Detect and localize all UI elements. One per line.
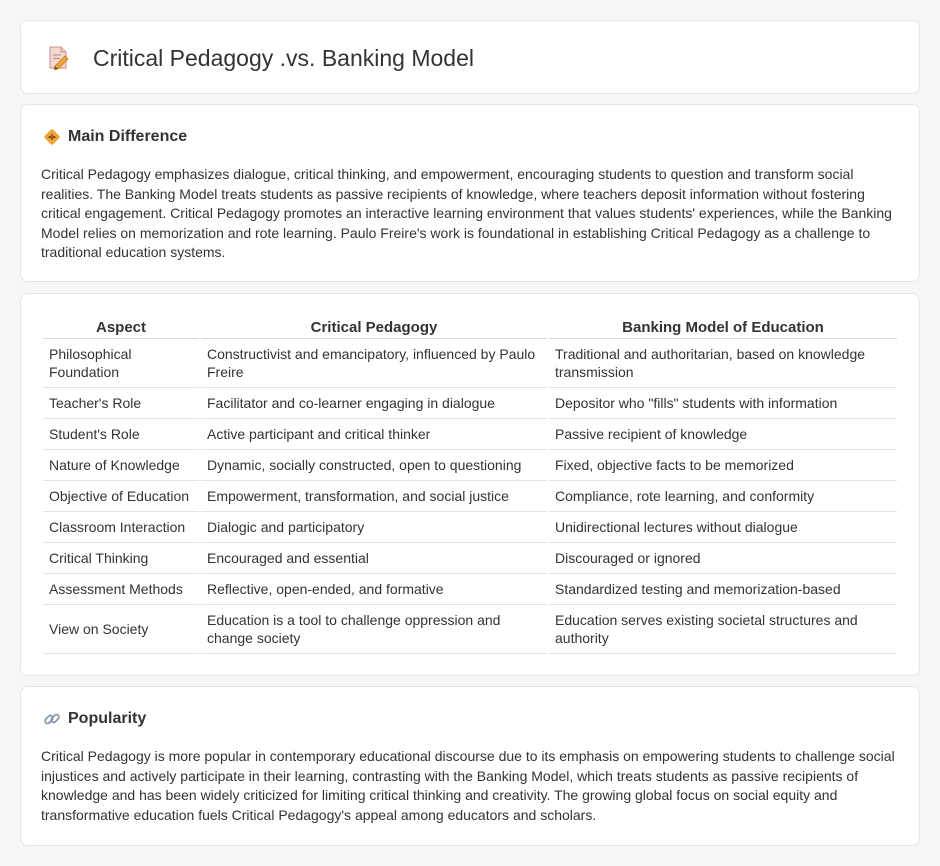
critical-pedagogy-cell: Education is a tool to challenge oppression and change society xyxy=(201,605,547,654)
banking-model-cell: Discouraged or ignored xyxy=(549,543,897,574)
document-pencil-icon xyxy=(47,46,69,70)
banking-model-cell: Compliance, rote learning, and conformity xyxy=(549,481,897,512)
banking-model-cell: Passive recipient of knowledge xyxy=(549,419,897,450)
main-difference-heading: Main Difference xyxy=(68,128,188,145)
table-row xyxy=(43,512,897,543)
table-row xyxy=(43,574,897,605)
aspect-cell: Critical Thinking xyxy=(43,543,199,574)
banking-model-cell: Depositor who "fills" students with information xyxy=(549,388,897,419)
comparison-section xyxy=(20,293,920,676)
page-title: Critical Pedagogy .vs. Banking Model xyxy=(93,45,474,71)
table-row xyxy=(43,450,897,481)
popularity-heading: Popularity xyxy=(68,710,147,727)
table-row xyxy=(43,543,897,574)
aspect-cell: Nature of Knowledge xyxy=(43,450,199,481)
critical-pedagogy-cell: Dialogic and participatory xyxy=(201,512,547,543)
popularity-section xyxy=(20,686,920,846)
aspect-cell: Philosophical Foundation xyxy=(43,339,199,388)
column-header: Banking Model of Education xyxy=(549,314,897,339)
critical-pedagogy-cell: Empowerment, transformation, and social justice xyxy=(201,481,547,512)
diamond-icon xyxy=(43,128,61,146)
popularity-header xyxy=(43,709,146,729)
critical-pedagogy-cell: Active participant and critical thinker xyxy=(201,419,547,450)
banking-model-cell: Standardized testing and memorization-based xyxy=(549,574,897,605)
main-difference-header xyxy=(43,127,187,147)
table-row xyxy=(43,605,897,654)
main-difference-section xyxy=(20,104,920,282)
title-card xyxy=(20,20,920,94)
table-row xyxy=(43,388,897,419)
banking-model-cell: Traditional and authoritarian, based on knowledge transmission xyxy=(549,339,897,388)
table-row xyxy=(43,419,897,450)
comparison-table xyxy=(41,314,899,654)
critical-pedagogy-cell: Dynamic, socially constructed, open to questioning xyxy=(201,450,547,481)
table-header-row xyxy=(43,314,897,339)
banking-model-cell: Unidirectional lectures without dialogue xyxy=(549,512,897,543)
aspect-cell: Classroom Interaction xyxy=(43,512,199,543)
table-row xyxy=(43,339,897,388)
aspect-cell: Student's Role xyxy=(43,419,199,450)
main-difference-text: Critical Pedagogy emphasizes dialogue, critical thinking, and empowerment, encouraging students to question and transform social realities. The Banking Model treats students as passive recipients of knowledge, where teachers deposit information without fostering critical engagement. Critical Pedagogy promotes an interactive learning environment that values students' experiences, while the Banking Model relies on memorization and rote learning. Paulo Freire's work is foundational in establishing Critical Pedagogy as a challenge to traditional education systems. xyxy=(41,166,892,260)
aspect-cell: Teacher's Role xyxy=(43,388,199,419)
aspect-cell: View on Society xyxy=(43,605,199,654)
table-row xyxy=(43,481,897,512)
critical-pedagogy-cell: Facilitator and co-learner engaging in dialogue xyxy=(201,388,547,419)
critical-pedagogy-cell: Constructivist and emancipatory, influenced by Paulo Freire xyxy=(201,339,547,388)
critical-pedagogy-cell: Encouraged and essential xyxy=(201,543,547,574)
popularity-text: Critical Pedagogy is more popular in contemporary educational discourse due to its emphasis on empowering students to challenge social injustices and actively participate in their learning, contrasting with the Banking Model, which treats students as passive recipients of knowledge and has been widely criticized for limiting critical thinking and creativity. The growing global focus on social equity and transformative education fuels Critical Pedagogy's appeal among educators and scholars. xyxy=(41,748,895,823)
aspect-cell: Objective of Education xyxy=(43,481,199,512)
banking-model-cell: Education serves existing societal structures and authority xyxy=(549,605,897,654)
column-header: Critical Pedagogy xyxy=(201,314,547,339)
column-header: Aspect xyxy=(43,314,199,339)
banking-model-cell: Fixed, objective facts to be memorized xyxy=(549,450,897,481)
link-icon xyxy=(43,710,61,728)
aspect-cell: Assessment Methods xyxy=(43,574,199,605)
critical-pedagogy-cell: Reflective, open-ended, and formative xyxy=(201,574,547,605)
